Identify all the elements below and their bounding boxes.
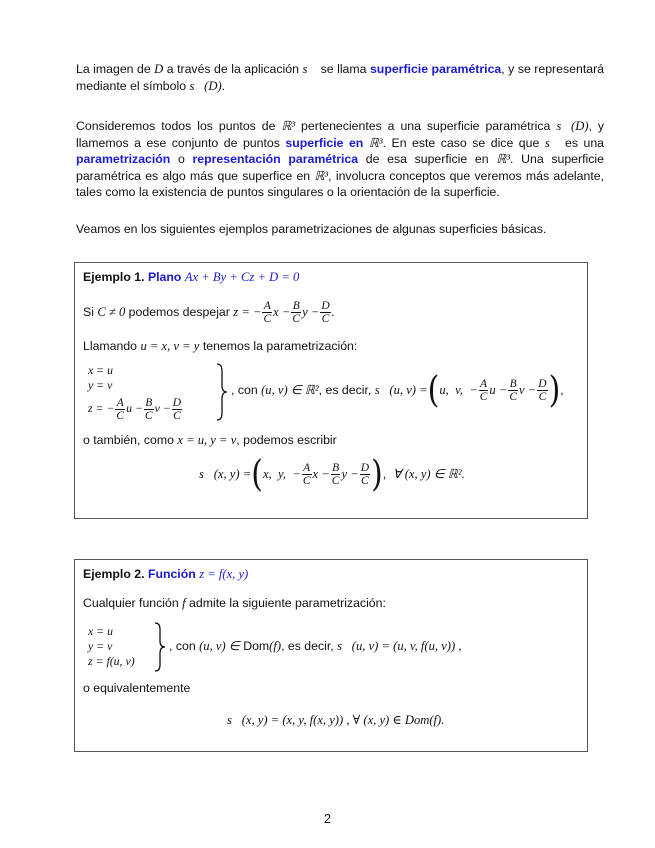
var: y (341, 467, 348, 481)
math-x-minus: x − (312, 467, 330, 481)
math-domain: (u, v) ∈ ℝ² (261, 383, 319, 397)
right-brace-icon (215, 363, 229, 421)
denominator: C (361, 475, 369, 488)
numerator: D (321, 300, 330, 313)
denominator: C (321, 313, 330, 326)
text: Cualquier función (83, 596, 183, 610)
text: . Una superficie paramétrica es algo más que superfice en (76, 152, 604, 183)
math-s-xy: s⃗(x, y) = (x, y, f(x, y)) , ∀ (x, y) ∈ Dom(f). (227, 713, 445, 727)
var: u (126, 401, 132, 415)
denominator: C (173, 409, 181, 422)
text: podemos despejar (125, 305, 234, 319)
example-1-display-equation (199, 453, 465, 496)
math-y-minus: y − (341, 467, 359, 481)
fraction-A-C (479, 378, 489, 403)
example-2-display-equation (227, 712, 444, 728)
text: Si (83, 305, 98, 319)
math-s-uv: s⃗(u, v) = (374, 383, 428, 397)
math-forall: ∀ (x, y) ∈ ℝ². (392, 467, 465, 481)
text: o (170, 152, 193, 166)
var: u (439, 383, 446, 397)
math-R3: ℝ³ (368, 135, 383, 150)
denominator: C (144, 409, 153, 422)
page-number: 2 (324, 812, 331, 826)
example-label: Ejemplo 2. (83, 567, 145, 581)
numerator: B (332, 462, 340, 475)
text: , con (231, 383, 262, 397)
fraction-D-C (172, 397, 182, 422)
fraction-A-C (115, 397, 125, 422)
example-1-box (74, 262, 588, 519)
text: , y se representará mediante el símbolo (76, 62, 605, 93)
fraction-D-C (360, 462, 370, 487)
keyword-funcion: Función (147, 567, 196, 581)
denominator: C (479, 391, 488, 404)
text: a través de la aplicación (163, 62, 303, 76)
text: se llama (317, 62, 370, 76)
close-paren: ) (371, 453, 383, 496)
math-function-equation: z = f(x, y) (199, 567, 249, 581)
numerator: D (538, 378, 547, 391)
open-paren: ( (251, 453, 263, 496)
example-2-system (88, 624, 135, 669)
denominator: C (263, 313, 272, 326)
open-paren: ( (427, 369, 440, 412)
math-D: D (154, 62, 164, 76)
paragraph-parametric-surface (76, 61, 604, 94)
text: , involucra conceptos que veremos más adelante, tales como la existencia de puntos singulares o la orientación de la superficie. (76, 168, 604, 199)
math-c-ne-0: C ≠ 0 (97, 305, 126, 319)
example-1-line-despejar (83, 297, 335, 327)
numerator: B (509, 378, 517, 391)
denominator: C (302, 475, 311, 488)
math-sD: s⃗(D) (189, 78, 222, 93)
math-s: s⃗ (544, 135, 560, 150)
fraction-A-C (262, 300, 272, 325)
denominator: C (509, 391, 518, 404)
keyword-representacion-parametrica: representación paramétrica (192, 152, 359, 166)
numerator: D (172, 396, 182, 409)
text: , y llamemos a ese conjunto de puntos (76, 119, 605, 150)
fraction-D-C (320, 300, 330, 325)
system-eq-y: y = v (88, 639, 113, 653)
text: , con (169, 639, 200, 653)
math-plane-equation: Ax + By + Cz + D = 0 (184, 270, 300, 284)
var: u (489, 383, 496, 397)
var: x (262, 467, 269, 481)
fraction-B-C (508, 378, 518, 403)
numerator: A (480, 378, 488, 391)
close-paren: ) (548, 369, 561, 412)
fraction-D-C (537, 378, 547, 403)
example-1-line-tambien (83, 433, 337, 448)
var: y (277, 467, 283, 481)
system-eq-x: x = u (88, 363, 113, 377)
system-eq-y: y = v (88, 378, 113, 392)
var: y (302, 305, 308, 319)
example-1-title (83, 270, 299, 285)
text: es una (559, 135, 605, 150)
example-2-line-equivalentemente: o equivalentemente (83, 681, 191, 695)
keyword-superficie-parametrica: superficie paramétrica (369, 62, 502, 76)
system-eq-z: z = f(u, v) (88, 654, 135, 668)
example-2-box (74, 559, 588, 752)
text: o también, como (83, 433, 178, 447)
math-y: y − (302, 305, 320, 319)
math-s: s⃗ (302, 62, 318, 76)
fraction-B-C (291, 300, 301, 325)
math-x: x − (273, 305, 291, 319)
text: pertenecientes a una superficie paramétrica (295, 119, 557, 133)
var: x (273, 305, 279, 319)
text: Consideremos todos los puntos de (76, 119, 282, 133)
system-eq-x: x = u (88, 624, 113, 638)
denominator: C (331, 475, 340, 488)
math-z-eq: z = − (233, 305, 262, 319)
text: . En este caso se dice que (382, 135, 545, 150)
math-f: f (182, 596, 186, 610)
right-brace-icon (153, 622, 167, 672)
math-u-minus: u − (489, 383, 508, 397)
fraction-B-C (144, 397, 154, 422)
example-1-parametrization (231, 369, 564, 412)
math-v-minus: v − (519, 383, 537, 397)
comma: , (382, 467, 393, 481)
keyword-plano: Plano (147, 270, 182, 284)
math-s-xy: s⃗(x, y) = (199, 467, 252, 481)
text: admite la siguiente parametrización: (185, 596, 386, 610)
text: , podemos escribir (236, 433, 337, 447)
example-1-line-llamando (83, 339, 357, 354)
math-R3: ℝ³ (496, 152, 511, 166)
denominator: C (292, 313, 301, 326)
example-1-system (88, 363, 183, 423)
math-f-arg: (f) (269, 639, 282, 653)
text: Llamando (83, 339, 141, 353)
keyword-superficie-en: superficie en (285, 135, 364, 150)
fraction-B-C (331, 462, 341, 487)
period: . (331, 305, 335, 319)
numerator: A (116, 396, 124, 409)
text: , es decir, (318, 383, 375, 397)
math-uv-def: u = x, v = y (140, 339, 200, 353)
denominator: C (538, 391, 547, 404)
numerator: B (292, 300, 300, 313)
keyword-parametrizacion: parametrización (76, 152, 171, 166)
math-s-uv: s⃗(u, v) = (u, v, f(u, v)) , (337, 639, 462, 653)
math-domain: (u, v) ∈ (199, 639, 240, 653)
numerator: A (303, 462, 311, 475)
math-components: u, v, − (439, 383, 478, 397)
numerator: D (360, 462, 369, 475)
fraction-A-C (302, 462, 312, 487)
text: de esa superficie en (358, 152, 497, 166)
example-label: Ejemplo 1. (83, 270, 145, 284)
text-dom: Dom (243, 639, 270, 653)
example-2-line-cualquier (83, 596, 386, 611)
var: x (312, 467, 319, 481)
paragraph-examples-intro: Veamos en los siguientes ejemplos parametrizaciones de algunas superficies básicas. (76, 222, 547, 236)
math-R3: ℝ³ (281, 119, 296, 133)
numerator: B (145, 396, 153, 409)
text: , es decir, (281, 639, 338, 653)
math-components: x, y, − (262, 467, 301, 481)
example-2-title (83, 567, 248, 582)
var: v (455, 383, 460, 397)
numerator: A (263, 300, 271, 313)
math: z = − (88, 401, 115, 415)
system-eq-z: z = − $\frac{A}{C}$ u − $\frac{B}{C}$ v − $\frac{D}{C}$ (88, 396, 182, 422)
text: . (221, 78, 226, 93)
math-xy-def: x = u, y = v (177, 433, 237, 447)
var: v (519, 383, 525, 397)
math-sD: s⃗(D) (556, 119, 589, 133)
var: v (154, 401, 160, 415)
comma: , (560, 383, 564, 397)
example-2-parametrization (169, 638, 461, 654)
math-R3: ℝ³ (314, 168, 329, 183)
text: tenemos la parametrización: (199, 339, 358, 353)
denominator: C (116, 409, 125, 422)
text: La imagen de (76, 62, 155, 76)
paragraph-parametrization (76, 118, 604, 201)
